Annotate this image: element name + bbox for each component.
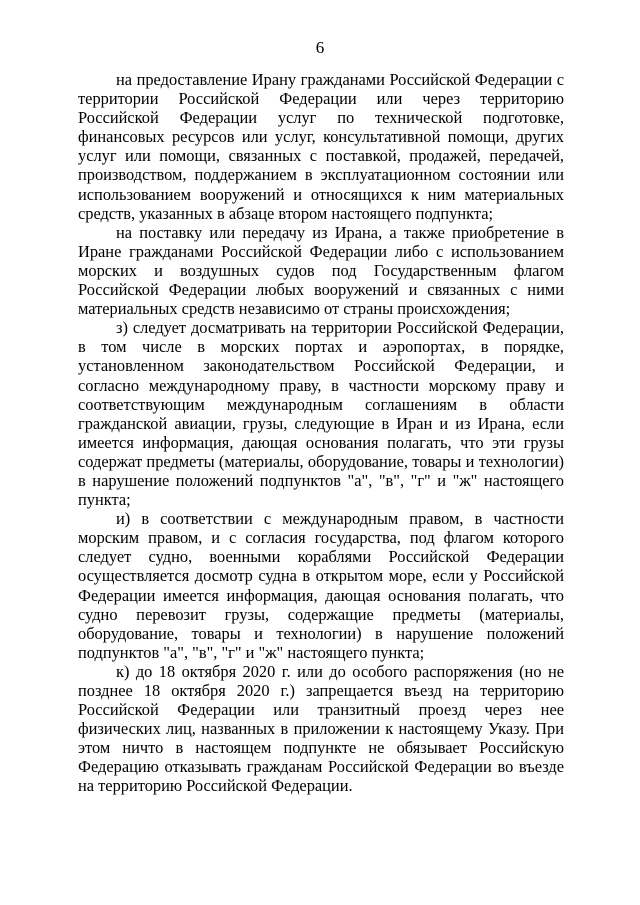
paragraph: на поставку или передачу из Ирана, а также приобретение в Иране гражданами Российской Федерации либо с использованием морских и воздушных судов под Государственным флагом Российской Федерации любых вооружений и связанных с ними материальных средств независимо от страны происхождения; — [78, 222, 564, 319]
paragraph: и) в соответствии с международным правом, в частности морским правом, и с согласия государства, под флагом которого следует судно, военными кораблями Российской Федерации осуществляется досмотр судна в открытом море, если у Российской Федерации имеется информация, дающая основания полагать, что судно перевозит грузы, содержащие предметы (материалы, оборудование, товары и технологии) в нарушение положений подпунктов "а", "в", "г" и "ж" настоящего пункта; — [78, 509, 564, 662]
paragraph: на предоставление Ирану гражданами Российской Федерации с территории Российской Федерации или через территорию Российской Федерации услуг по технической подготовке, финансовых ресурсов или услуг, консультативной помощи, других услуг или помощи, связанных с поставкой, продажей, передачей, производством, поддержанием в эксплуатационном состоянии или использованием вооружений и относящихся к ним материальных средств, указанных в абзаце втором настоящего подпункта; — [78, 70, 564, 223]
page-number: 6 — [315, 38, 325, 57]
paragraph: з) следует досматривать на территории Российской Федерации, в том числе в морских портах и аэропортах, в порядке, установленном законодательством Российской Федерации, и согласно международному праву, в частности морскому праву и соответствующим международным соглашениям в области гражданской авиации, грузы, следующие в Иран и из Ирана, если имеется информация, дающая основания полагать, что эти грузы содержат предметы (материалы, оборудование, товары и технологии) в нарушение положений подпунктов "а", "в", "г" и "ж" настоящего пункта; — [78, 318, 564, 510]
document-body — [78, 70, 564, 796]
paragraph: к) до 18 октября 2020 г. или до особого распоряжения (но не позднее 18 октября 2020 г.) запрещается въезд на территорию Российской Федерации или транзитный проезд через нее физических лиц, названных в приложении к настоящему Указу. При этом ничто в настоящем подпункте не обязывает Российскую Федерацию отказывать гражданам Российской Федерации во въезде на территорию Российской Федерации. — [78, 661, 564, 796]
